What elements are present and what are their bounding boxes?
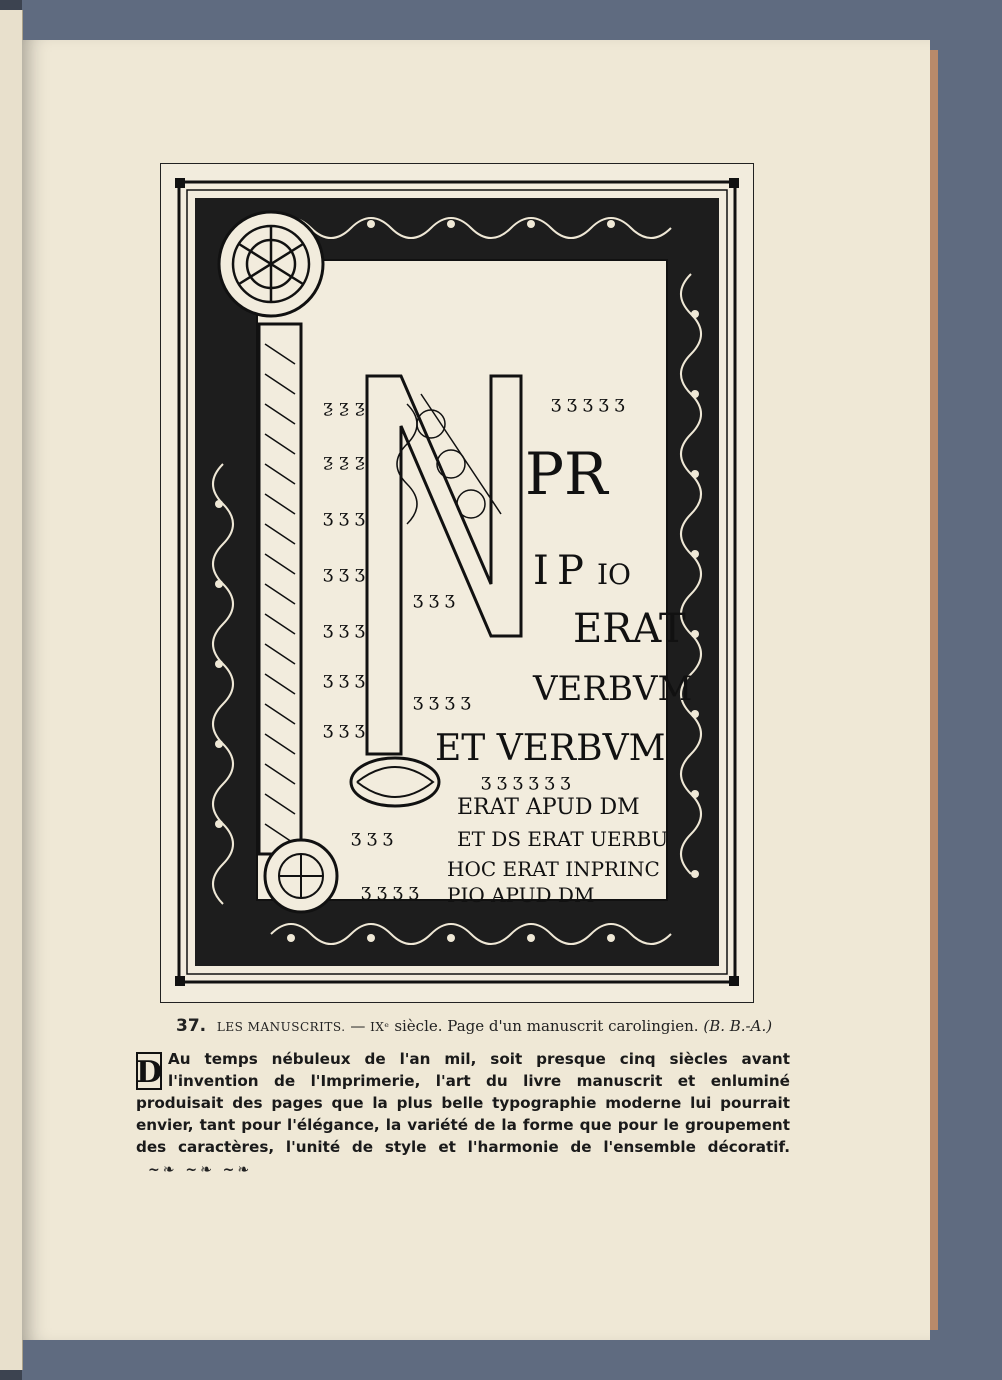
svg-text:ʒ ʒ ʒ ʒ ʒ ʒ: ʒ ʒ ʒ ʒ ʒ ʒ <box>481 770 571 791</box>
svg-text:ʒ ʒ ʒ: ʒ ʒ ʒ <box>323 618 365 639</box>
previous-page-edge <box>0 10 23 1370</box>
manuscript-illustration <box>161 164 753 1002</box>
caption-section: LES MANUSCRITS. <box>216 1020 346 1034</box>
caption-century: IXᵉ <box>370 1020 390 1034</box>
svg-text:ʒ ʒ ʒ ʒ: ʒ ʒ ʒ ʒ <box>361 880 419 901</box>
closing-ornament: ~❧ ~❧ ~❧ <box>148 1162 253 1178</box>
ms-line-p: P <box>557 548 584 594</box>
svg-text:ʒ ʒ ʒ: ʒ ʒ ʒ <box>413 588 455 609</box>
svg-text:ʒ ʒ ʒ: ʒ ʒ ʒ <box>323 506 365 527</box>
ms-line-erat: ERAT <box>573 606 686 652</box>
ms-line-et-verbvm: ET VERBVM <box>435 728 666 769</box>
ms-line-hoc-erat: HOC ERAT INPRINC <box>447 857 660 881</box>
ms-line-io: IO <box>597 558 632 591</box>
svg-text:ʒ ʒ ʒ: ʒ ʒ ʒ <box>323 668 365 689</box>
ms-line-pr: PR <box>525 440 608 508</box>
ms-line-et-ds: ET DS ERAT UERBU <box>457 827 669 851</box>
ms-line-erat-apud: ERAT APUD DM <box>457 795 640 820</box>
svg-text:ʒ ʒ ʒ: ʒ ʒ ʒ <box>323 718 365 739</box>
ms-line-verbvm: VERBVM <box>533 669 693 709</box>
drop-cap <box>136 1052 162 1090</box>
figure-caption <box>176 1016 816 1036</box>
ms-line-pio-apud: PIO APUD DM <box>447 883 595 907</box>
svg-text:ƺ ƺ ƺ: ƺ ƺ ƺ <box>323 450 365 471</box>
caption-text: siècle. Page d'un manuscrit carolingien. <box>394 1017 699 1035</box>
figure-number: 37. <box>176 1016 207 1036</box>
svg-text:ʒ ʒ ʒ: ʒ ʒ ʒ <box>351 826 393 847</box>
knotwork-base <box>351 758 439 806</box>
manuscript-plate <box>160 163 754 1003</box>
ms-line-i: I <box>533 548 549 594</box>
svg-text:ʒ ʒ ʒ ʒ ʒ: ʒ ʒ ʒ ʒ ʒ <box>551 392 625 413</box>
caption-credit: (B. B.-A.) <box>703 1017 773 1035</box>
svg-text:D: D <box>136 1055 162 1090</box>
svg-text:ʒ ʒ ʒ ʒ: ʒ ʒ ʒ ʒ <box>413 690 471 711</box>
svg-text:ʒ ʒ ʒ: ʒ ʒ ʒ <box>323 562 365 583</box>
paragraph-text: Au temps nébuleux de l'an mil, soit presque cinq siècles avant l'invention de l'Imprimerie, l'art du livre manuscrit et enluminé produisait des pages que la plus belle typographie moderne lui pourrait envier, tant pour l'élégance, la variété de la forme que pour le groupement des caractères, l'unité de style et l'harmonie de l'ensemble décoratif. <box>136 1050 790 1156</box>
body-paragraph <box>136 1048 790 1181</box>
svg-text:ƺ ƺ ƺ: ƺ ƺ ƺ <box>323 396 365 417</box>
caption-dash: — <box>350 1017 366 1035</box>
